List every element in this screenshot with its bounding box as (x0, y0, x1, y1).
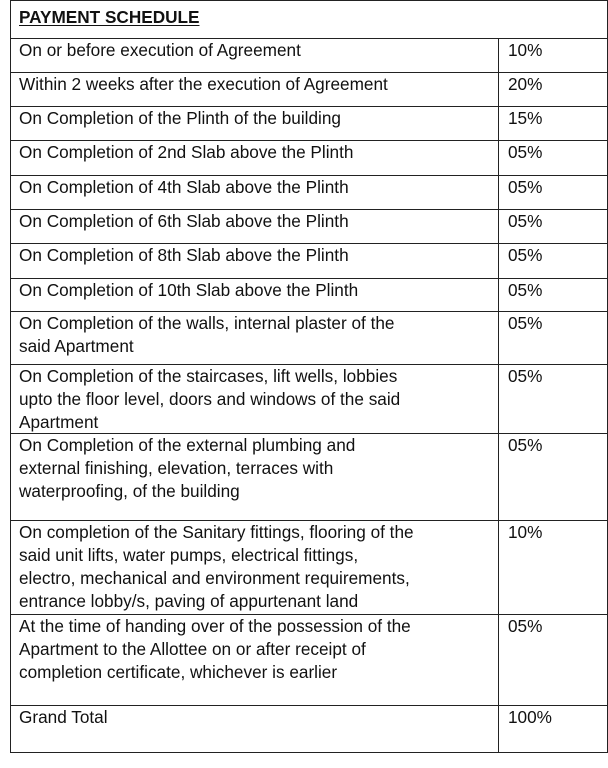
grand-total-label (19, 706, 499, 729)
schedule-title: PAYMENT SCHEDULE (19, 7, 200, 27)
milestone-description (19, 279, 499, 302)
milestone-description-line: On Completion of 10th Slab above the Plinth (19, 280, 359, 300)
milestone-description-line: On Completion of the external plumbing and (19, 435, 356, 455)
milestone-description-line: Apartment (19, 412, 99, 432)
milestone-description-line: On Completion of the staircases, lift wells, lobbies (19, 366, 398, 386)
milestone-description-line: upto the floor level, doors and windows of the said (19, 389, 401, 409)
milestone-description-line: said unit lifts, water pumps, electrical fittings, (19, 545, 359, 565)
milestone-description-line: Within 2 weeks after the execution of Agreement (19, 74, 388, 94)
row-separator-line (10, 0, 608, 1)
milestone-description-line: entrance lobby/s, paving of appurtenant land (19, 591, 359, 611)
milestone-percent: 05% (508, 435, 543, 455)
milestone-description-line: waterproofing, of the building (19, 481, 240, 501)
milestone-description-line: completion certificate, whichever is earlier (19, 662, 338, 682)
milestone-description-line: On Completion of 8th Slab above the Plinth (19, 245, 349, 265)
milestone-description (19, 434, 499, 503)
milestone-description (19, 521, 499, 613)
milestone-percent: 05% (508, 211, 543, 231)
milestone-description-line: Apartment to the Allottee on or after receipt of (19, 639, 366, 659)
milestone-percent: 20% (508, 74, 543, 94)
milestone-percent: 05% (508, 142, 543, 162)
milestone-percent: 05% (508, 313, 543, 333)
milestone-description (19, 615, 499, 684)
milestone-description-line: On Completion of the Plinth of the building (19, 108, 341, 128)
milestone-description-line: said Apartment (19, 336, 134, 356)
milestone-description-line: electro, mechanical and environment requirements, (19, 568, 410, 588)
milestone-description (19, 210, 499, 233)
milestone-description-line: At the time of handing over of the possession of the (19, 616, 411, 636)
milestone-description-line: On or before execution of Agreement (19, 40, 301, 60)
milestone-percent: 10% (508, 522, 543, 542)
milestone-description-line: On Completion of 4th Slab above the Plinth (19, 177, 349, 197)
milestone-description-line: external finishing, elevation, terraces with (19, 458, 334, 478)
milestone-description-line: On Completion of 6th Slab above the Plinth (19, 211, 349, 231)
milestone-percent: 05% (508, 245, 543, 265)
milestone-percent: 05% (508, 616, 543, 636)
milestone-percent: 05% (508, 280, 543, 300)
milestone-description (19, 141, 499, 164)
milestone-description-line: Grand Total (19, 707, 108, 727)
row-separator-line (10, 752, 608, 753)
grand-total-percent: 100% (508, 707, 552, 727)
column-separator-line (10, 0, 11, 753)
milestone-percent: 05% (508, 366, 543, 386)
milestone-description (19, 244, 499, 267)
milestone-description-line: On Completion of the walls, internal plaster of the (19, 313, 395, 333)
milestone-description (19, 73, 499, 96)
milestone-description (19, 176, 499, 199)
milestone-description (19, 107, 499, 130)
milestone-percent: 15% (508, 108, 543, 128)
milestone-description-line: On completion of the Sanitary fittings, flooring of the (19, 522, 414, 542)
milestone-percent: 05% (508, 177, 543, 197)
milestone-description (19, 39, 499, 62)
milestone-percent: 10% (508, 40, 543, 60)
milestone-description-line: On Completion of 2nd Slab above the Plinth (19, 142, 354, 162)
milestone-description (19, 365, 499, 434)
payment-schedule-table (10, 0, 608, 752)
milestone-description (19, 312, 499, 358)
